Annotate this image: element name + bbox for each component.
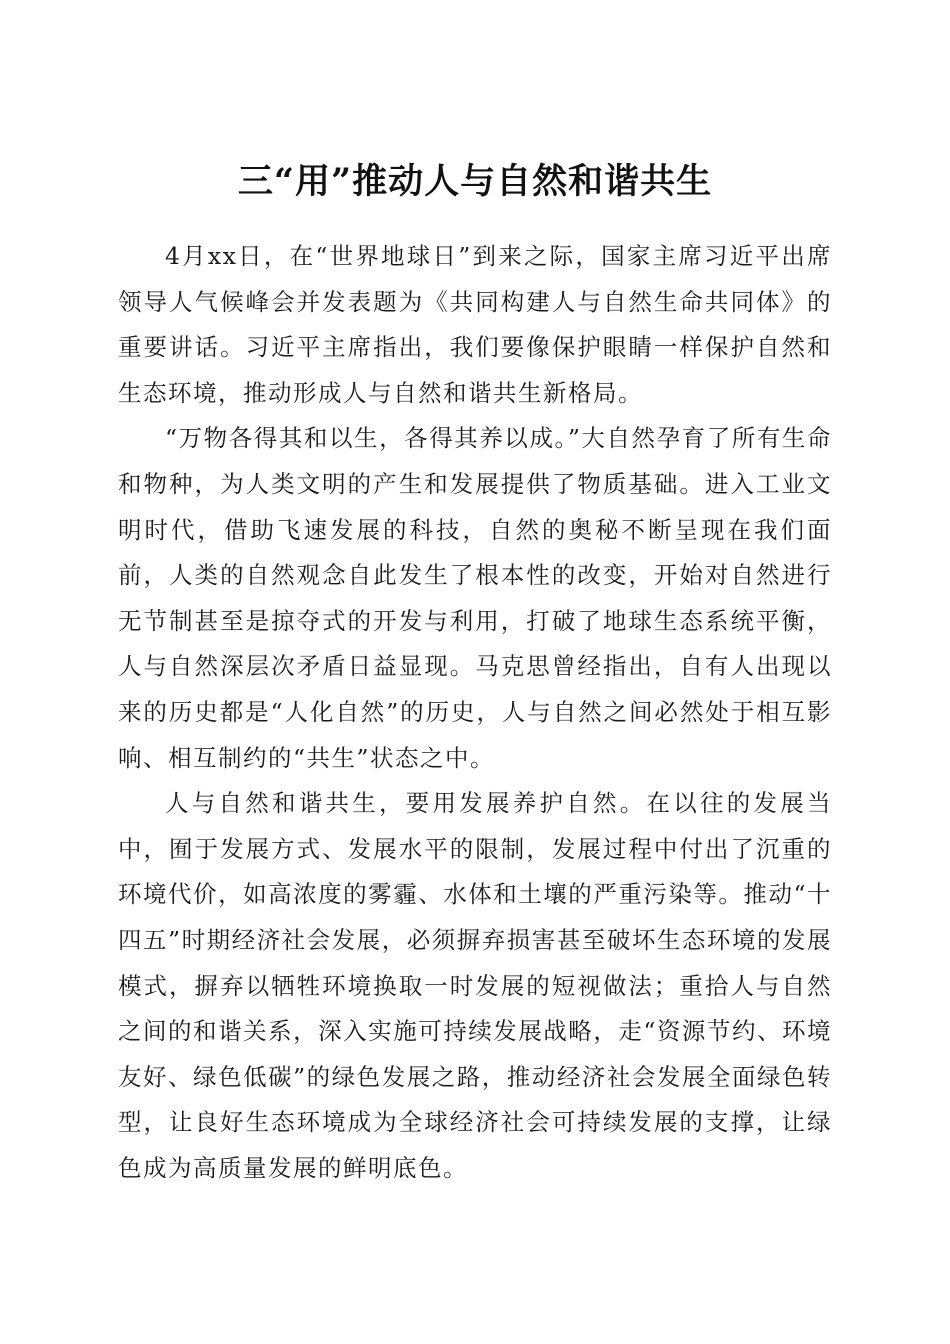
paragraph-1: 4月xx日，在“世界地球日”到来之际，国家主席习近平出席领导人气候峰会并发表题为《共同构建人与自然生命共同体》的重要讲话。习近平主席指出，我们要像保护眼睛一样保护自然和生态环境，推动形成人与自然和谐共生新格局。: [118, 242, 832, 407]
paragraph-2: “万物各得其和以生，各得其养以成。”大自然孕育了所有生命和物种，为人类文明的产生和发展提供了物质基础。进入工业文明时代，借助飞速发展的科技，自然的奥秘不断呈现在我们面前，人类的自然观念自此发生了根本性的改变，开始对自然进行无节制甚至是掠夺式的开发与利用，打破了地球生态系统平衡，人与自然深层次矛盾日益显现。马克思曾经指出，自有人出现以来的历史都是“人化自然”的历史，人与自然之间必然处于相互影响、相互制约的“共生”状态之中。: [118, 424, 832, 772]
document-title: 三“用”推动人与自然和谐共生: [237, 161, 713, 203]
document-body: [118, 234, 832, 1191]
paragraph-3: 人与自然和谐共生，要用发展养护自然。在以往的发展当中，囿于发展方式、发展水平的限制，发展过程中付出了沉重的环境代价，如高浓度的雾霾、水体和土壤的严重污染等。推动“十四五”时期经济社会发展，必须摒弃损害甚至破坏生态环境的发展模式，摒弃以牺牲环境换取一时发展的短视做法；重拾人与自然之间的和谐关系，深入实施可持续发展战略，走“资源节约、环境友好、绿色低碳”的绿色发展之路，推动经济社会发展全面绿色转型，让良好生态环境成为全球经济社会可持续发展的支撑，让绿色成为高质量发展的鲜明底色。: [118, 789, 832, 1182]
